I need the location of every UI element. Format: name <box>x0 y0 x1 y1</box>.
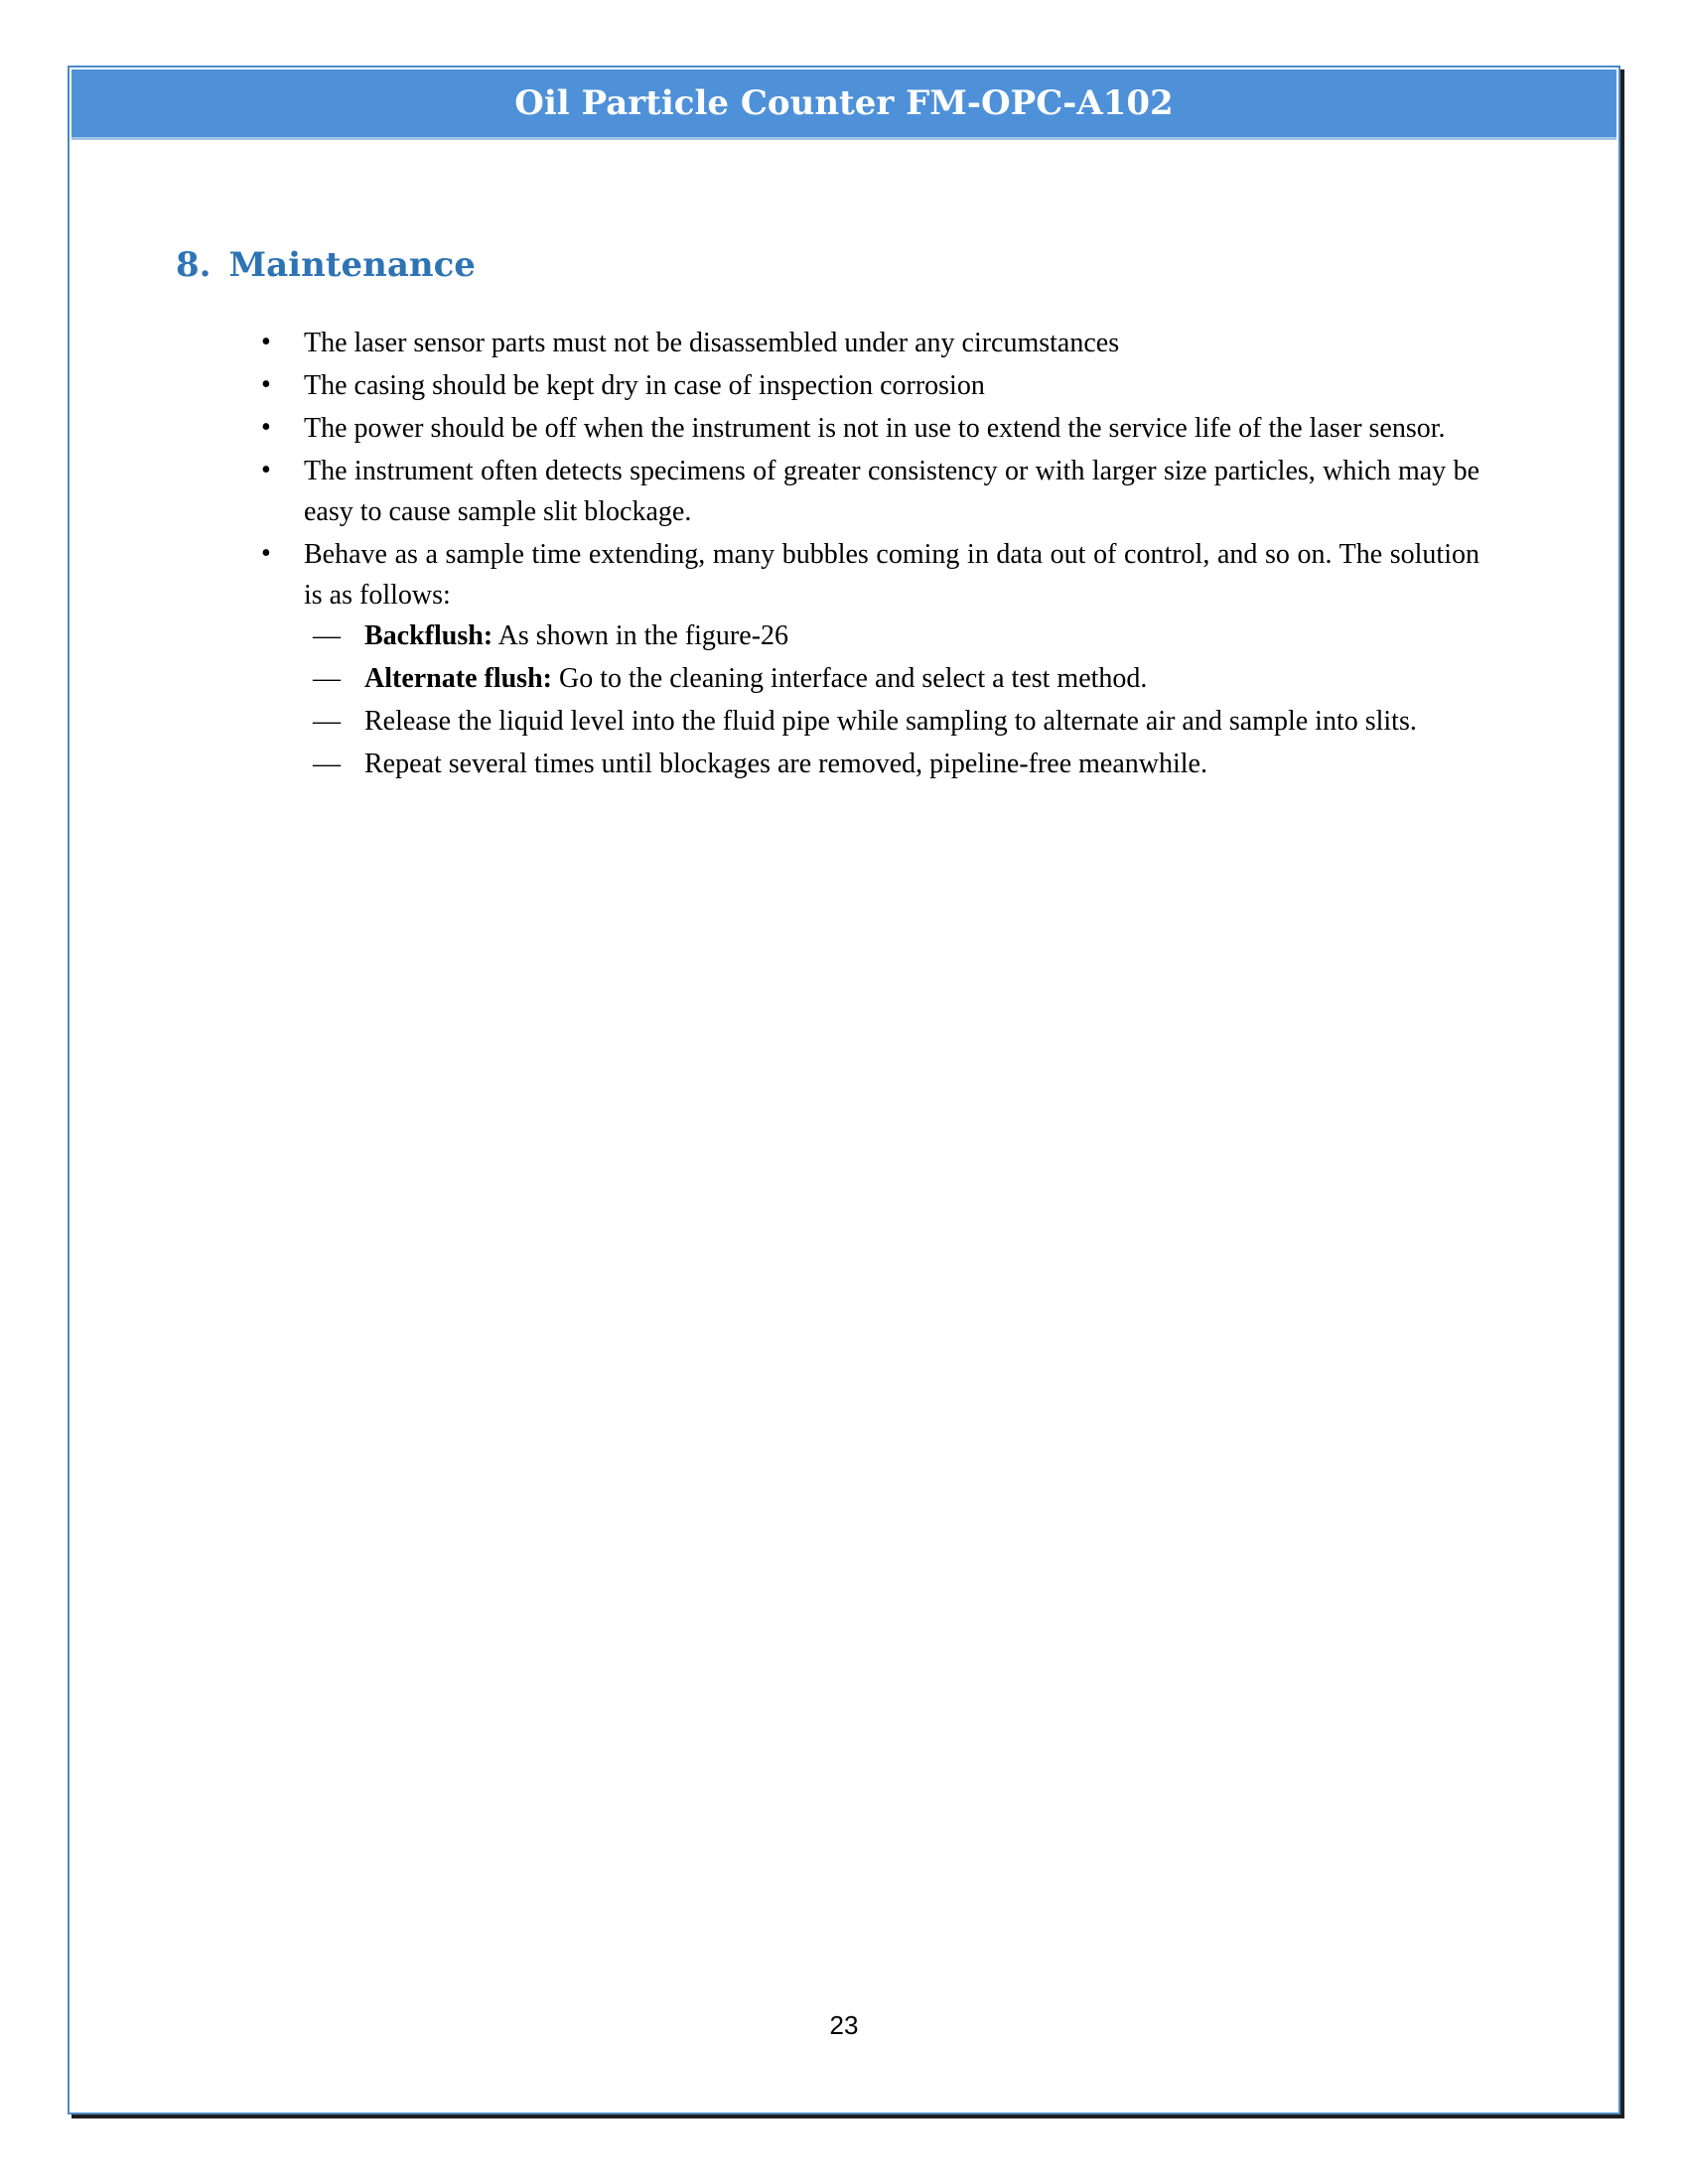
page-footer <box>70 2010 1618 2041</box>
list-item <box>176 323 1479 363</box>
page-number: 23 <box>829 2010 859 2040</box>
list-item-text: The casing should be kept dry in case of inspection corrosion <box>304 370 985 401</box>
list-item-text: The power should be off when the instrument is not in use to extend the service life of the laser sensor. <box>304 413 1446 444</box>
list-item <box>176 534 1479 784</box>
bullet-icon: • <box>261 538 271 569</box>
section-number: 8. <box>176 245 211 285</box>
solution-text: Go to the cleaning interface and select a test method. <box>551 663 1148 694</box>
maintenance-list <box>176 323 1479 784</box>
bullet-icon: • <box>261 327 271 357</box>
bullet-icon: • <box>261 455 271 485</box>
solution-item-text <box>364 706 1417 737</box>
solution-item <box>304 701 1479 742</box>
document-title: Oil Particle Counter FM-OPC-A102 <box>514 83 1174 123</box>
section-title: Maintenance <box>228 245 476 285</box>
dash-icon: — <box>313 706 341 737</box>
solution-list <box>304 615 1479 784</box>
bullet-icon: • <box>261 369 271 400</box>
dash-icon: — <box>313 749 341 779</box>
solution-item <box>304 658 1479 699</box>
solution-text: As shown in the figure-26 <box>492 620 789 651</box>
page-content <box>70 140 1618 784</box>
list-item-text: The instrument often detects specimens of greater consistency or with larger size particles, which may be easy to cause sample slit blockage. <box>304 456 1479 527</box>
dash-icon: — <box>313 620 341 651</box>
dash-icon: — <box>313 663 341 694</box>
page-header-bar <box>71 69 1617 140</box>
solution-text: Repeat several times until blockages are removed, pipeline-free meanwhile. <box>364 749 1207 779</box>
solution-item <box>304 744 1479 784</box>
solution-label: Alternate flush: <box>364 663 552 694</box>
solution-item-text <box>364 749 1207 779</box>
solution-item-text <box>364 620 788 651</box>
list-item-text: Behave as a sample time extending, many bubbles coming in data out of control, and so on. The solution is as follows: <box>304 539 1479 611</box>
list-item-text: The laser sensor parts must not be disassembled under any circumstances <box>304 328 1120 358</box>
solution-item <box>304 615 1479 656</box>
manual-page <box>68 66 1620 2115</box>
section-heading <box>176 245 1479 285</box>
list-item <box>176 408 1479 449</box>
solution-label: Backflush: <box>364 620 493 651</box>
solution-text: Release the liquid level into the fluid pipe while sampling to alternate air and sample into slits. <box>364 706 1417 737</box>
list-item <box>176 365 1479 406</box>
solution-item-text <box>364 663 1147 694</box>
bullet-icon: • <box>261 412 271 443</box>
list-item <box>176 451 1479 532</box>
